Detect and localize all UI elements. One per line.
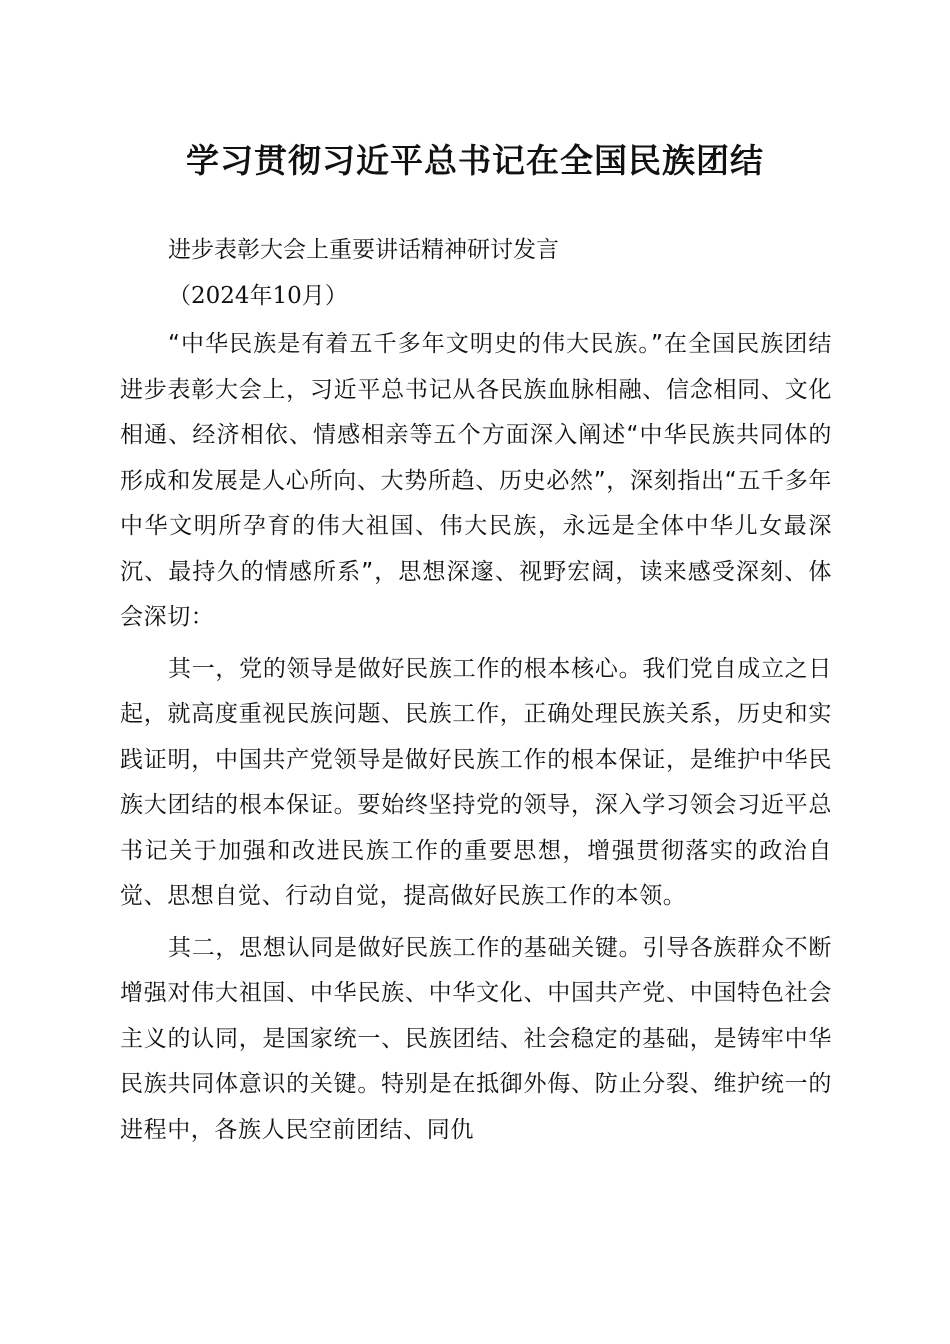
- document-title: 学习贯彻习近平总书记在全国民族团结: [186, 141, 764, 180]
- document-body: [120, 322, 832, 1159]
- paragraph-point-one: 其一，党的领导是做好民族工作的根本核心。我们党自成立之日起，就高度重视民族问题、民族工作，正确处理民族关系，历史和实践证明，中国共产党领导是做好民族工作的根本保证，是维护中华民族大团结的根本保证。要始终坚持党的领导，深入学习领会习近平总书记关于加强和改进民族工作的重要思想，增强贯彻落实的政治自觉、思想自觉、行动自觉，提高做好民族工作的本领。: [120, 655, 832, 909]
- paragraph-point-two: 其二，思想认同是做好民族工作的基础关键。引导各族群众不断增强对伟大祖国、中华民族、中华文化、中国共产党、中国特色社会主义的认同，是国家统一、民族团结、社会稳定的基础，是铸牢中华民族共同体意识的关键。特别是在抵御外侮、防止分裂、维护统一的进程中，各族人民空前团结、同仇: [120, 934, 832, 1143]
- document-subtitle: 进步表彰大会上重要讲话精神研讨发言: [168, 237, 559, 263]
- paragraph-intro: “中华民族是有着五千多年文明史的伟大民族。”在全国民族团结进步表彰大会上，习近平总书记从各民族血脉相融、信念相同、文化相通、经济相依、情感相亲等五个方面深入阐述“中华民族共同体的形成和发展是人心所向、大势所趋、历史必然”，深刻指出“五千多年中华文明所孕育的伟大祖国、伟大民族，永远是全体中华儿女最深沉、最持久的情感所系”，思想深邃、视野宏阔，读来感受深刻、体会深切：: [120, 331, 832, 630]
- document-date: （2024年10月）: [168, 283, 348, 309]
